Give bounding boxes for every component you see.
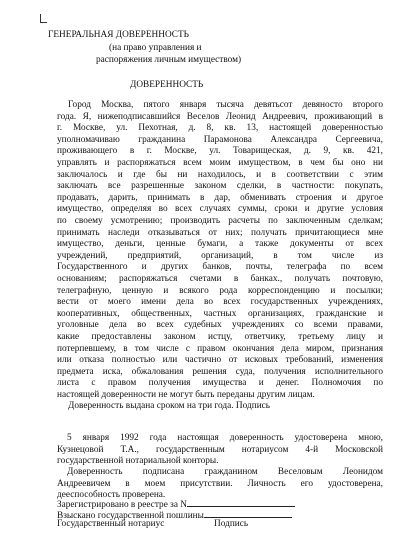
notary-line: Кузнецовой Т.А., государственным нотариусом 4-й Московской	[57, 444, 383, 455]
body-line: потерпевшему, в том числе с правом окончания дела миром, признания	[57, 343, 383, 354]
body-line: проживающего в г. Москве, ул. Товарищеская, д. 9, кв. 421,	[57, 146, 383, 157]
section-heading: ДОВЕРЕННОСТЬ	[130, 80, 204, 90]
body-line: или отказа полностью или частично от исковых требований, изменения	[57, 355, 383, 366]
registered-label: Зарегистрировано в реестре за N	[57, 500, 187, 510]
body-line: кооперативных, общественных, частных организациях, гражданские и	[57, 308, 383, 319]
notary-line: государственной нотариальной конторы.	[57, 456, 219, 467]
signed-line: Доверенность подписана гражданином Веселовым Леонидом	[67, 467, 383, 477]
body-line: вести от моего имени дела во всех государственных учреждениях,	[57, 297, 383, 308]
body-line: г. Москве, ул. Пехотная, д. 8, кв. 13, настоящей доверенностью	[57, 123, 383, 134]
body-line: года. Я, нижеподписавшийся Веселов Леонид Андреевич, проживающий в	[57, 111, 383, 122]
validity-line: Доверенность выдана сроком на три года. Подпись	[68, 401, 271, 411]
duty-label: Взыскано государственной пошлины	[57, 511, 204, 521]
body-line: уголовные дела во всех судебных учреждениях со всеми правами,	[57, 320, 383, 331]
notary-label: Государственный нотариус	[57, 519, 165, 529]
body-line: Город Москва, пятого января тысяча девятьсот девяносто второго	[68, 100, 383, 110]
body-line: заключалось и где бы ни находилось, и в соответствии с этим	[57, 169, 383, 180]
document-subtitle-line-1: (на право управления и	[109, 43, 202, 53]
body-line: основаниям; распоряжаться счетами в банках., получать почтовую,	[57, 274, 383, 284]
body-line: принимать наследи отказываться от них; получать причитающиеся мне	[57, 227, 383, 238]
document-subtitle-line-2: распоряжения личным имуществом)	[96, 55, 242, 65]
notary-line: 5 января 1992 года настоящая доверенность удостоверена мною,	[67, 433, 383, 443]
footer-notary	[57, 519, 249, 530]
body-line: по своему усмотрению; производить расчеты по заключенным сделкам;	[57, 216, 383, 226]
body-line: предмета иска, обжалования решения суда, получения исполнительного	[57, 366, 383, 377]
registered-blank	[187, 497, 295, 507]
body-line: листа с правом получения имущества и денег. Полномочия по	[57, 378, 383, 389]
signed-line: дееспособность проверена.	[57, 490, 166, 501]
body-line: Государственного и других банков, почты, телеграфа по всем	[57, 262, 383, 273]
duty-blank	[204, 508, 292, 518]
body-line: управлять и распоряжаться всем моим имуществом, в чем бы оно ни	[57, 158, 383, 168]
body-line: учреждений, предприятий, организаций, в том числе из	[57, 250, 383, 261]
notary-signature-label: Подпись	[214, 519, 249, 529]
body-line: какие предоставлены законом истцу, ответчику, третьему лицу и	[57, 332, 383, 342]
body-line: заключать все разрешенные законом сделки, в частности: покупать,	[57, 181, 383, 192]
document-title: ГЕНЕРАЛЬНАЯ ДОВЕРЕННОСТЬ	[48, 30, 189, 40]
corner-mark	[40, 14, 47, 23]
body-line: продавать, дарить, принимать в дар, обменивать строения и другое	[57, 192, 383, 203]
body-line: имущество, деньги, ценные бумаги, а также документы от всех	[57, 239, 383, 250]
body-line: уполномачиваю гражданина Парамонова Александра Сергеевича,	[57, 134, 383, 145]
body-line: телеграфную, ценную и всякого рода корреспонденцию и посылки;	[57, 285, 383, 296]
signed-line: Андреевичем в моем присутствии. Личность его удостоверена,	[57, 478, 383, 489]
body-line: настоящей доверенности не могут быть переданы другим лицам.	[57, 390, 315, 400]
body-line: имущество, определяя во всех случаях суммы, сроки и другие условия	[57, 204, 383, 215]
